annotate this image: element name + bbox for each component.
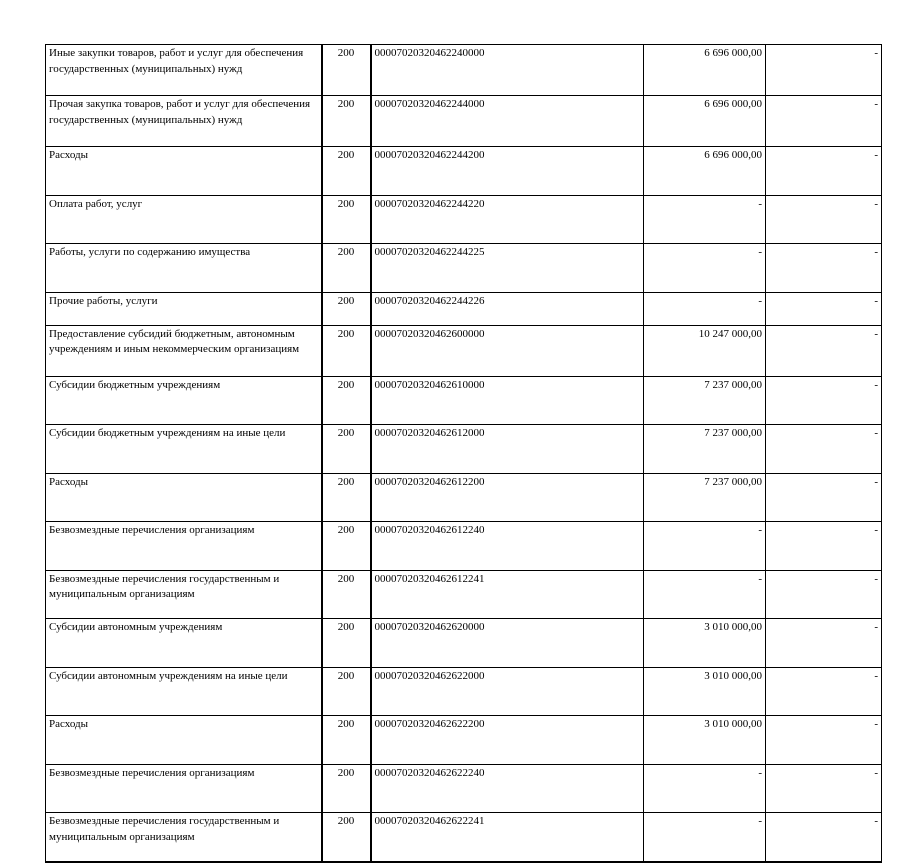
table-row (46, 147, 882, 196)
row-classification-code: 00007020320462600000 (371, 325, 644, 376)
row-classification-code: 00007020320462612000 (371, 425, 644, 474)
row-name: Безвозмездные перечисления государственным и муниципальным организациям (46, 570, 322, 619)
row-name: Расходы (46, 716, 322, 765)
row-approved-amount: 3 010 000,00 (644, 716, 766, 765)
row-line-code: 200 (322, 195, 371, 244)
row-executed-amount: - (766, 425, 882, 474)
row-approved-amount: 7 237 000,00 (644, 376, 766, 425)
row-approved-amount: - (644, 570, 766, 619)
row-executed-amount: - (766, 325, 882, 376)
row-name: Субсидии бюджетным учреждениям на иные цели (46, 425, 322, 474)
row-line-code: 200 (322, 473, 371, 522)
row-executed-amount: - (766, 764, 882, 813)
table-row (46, 813, 882, 862)
row-classification-code: 00007020320462612241 (371, 570, 644, 619)
row-line-code: 200 (322, 45, 371, 96)
row-line-code: 200 (322, 667, 371, 716)
row-name: Оплата работ, услуг (46, 195, 322, 244)
row-executed-amount: - (766, 147, 882, 196)
table-row (46, 96, 882, 147)
row-classification-code: 00007020320462622200 (371, 716, 644, 765)
row-classification-code: 00007020320462620000 (371, 619, 644, 668)
row-approved-amount: - (644, 244, 766, 293)
table-row (46, 619, 882, 668)
row-line-code: 200 (322, 325, 371, 376)
row-executed-amount: - (766, 667, 882, 716)
table-row (46, 195, 882, 244)
row-approved-amount: 3 010 000,00 (644, 667, 766, 716)
table-row (46, 473, 882, 522)
row-name: Безвозмездные перечисления организациям (46, 764, 322, 813)
row-name: Прочая закупка товаров, работ и услуг для обеспечения государственных (муниципальных) нужд (46, 96, 322, 147)
row-name: Предоставление субсидий бюджетным, автономным учреждениям и иным некоммерческим организациям (46, 325, 322, 376)
row-approved-amount: 10 247 000,00 (644, 325, 766, 376)
row-name: Безвозмездные перечисления государственным и муниципальным организациям (46, 813, 322, 862)
row-approved-amount: 6 696 000,00 (644, 96, 766, 147)
budget-report-page (45, 44, 881, 863)
row-classification-code: 00007020320462240000 (371, 45, 644, 96)
row-classification-code: 00007020320462622240 (371, 764, 644, 813)
row-executed-amount: - (766, 45, 882, 96)
row-line-code: 200 (322, 813, 371, 862)
row-line-code: 200 (322, 244, 371, 293)
row-line-code: 200 (322, 570, 371, 619)
row-line-code: 200 (322, 376, 371, 425)
row-approved-amount: - (644, 195, 766, 244)
budget-expenses-table (45, 44, 882, 863)
row-line-code: 200 (322, 764, 371, 813)
row-classification-code: 00007020320462244226 (371, 292, 644, 325)
table-row (46, 425, 882, 474)
row-name: Иные закупки товаров, работ и услуг для обеспечения государственных (муниципальных) нужд (46, 45, 322, 96)
table-row (46, 292, 882, 325)
budget-table-body (46, 45, 882, 862)
row-approved-amount: - (644, 292, 766, 325)
row-name: Субсидии автономным учреждениям (46, 619, 322, 668)
row-name: Прочие работы, услуги (46, 292, 322, 325)
row-classification-code: 00007020320462244200 (371, 147, 644, 196)
table-row (46, 376, 882, 425)
row-classification-code: 00007020320462622241 (371, 813, 644, 862)
row-executed-amount: - (766, 292, 882, 325)
row-line-code: 200 (322, 522, 371, 571)
row-name: Расходы (46, 473, 322, 522)
row-name: Субсидии автономным учреждениям на иные цели (46, 667, 322, 716)
row-executed-amount: - (766, 244, 882, 293)
row-executed-amount: - (766, 376, 882, 425)
row-line-code: 200 (322, 96, 371, 147)
row-approved-amount: - (644, 813, 766, 862)
row-line-code: 200 (322, 619, 371, 668)
row-name: Работы, услуги по содержанию имущества (46, 244, 322, 293)
row-classification-code: 00007020320462244000 (371, 96, 644, 147)
row-executed-amount: - (766, 96, 882, 147)
table-row (46, 570, 882, 619)
table-row (46, 45, 882, 96)
row-approved-amount: - (644, 764, 766, 813)
row-line-code: 200 (322, 716, 371, 765)
row-classification-code: 00007020320462610000 (371, 376, 644, 425)
row-line-code: 200 (322, 147, 371, 196)
row-approved-amount: - (644, 522, 766, 571)
row-classification-code: 00007020320462244225 (371, 244, 644, 293)
table-row (46, 325, 882, 376)
row-executed-amount: - (766, 473, 882, 522)
table-row (46, 667, 882, 716)
table-row (46, 716, 882, 765)
row-approved-amount: 3 010 000,00 (644, 619, 766, 668)
row-executed-amount: - (766, 522, 882, 571)
row-approved-amount: 7 237 000,00 (644, 425, 766, 474)
row-classification-code: 00007020320462612200 (371, 473, 644, 522)
row-executed-amount: - (766, 813, 882, 862)
row-approved-amount: 6 696 000,00 (644, 147, 766, 196)
row-classification-code: 00007020320462622000 (371, 667, 644, 716)
row-approved-amount: 7 237 000,00 (644, 473, 766, 522)
row-classification-code: 00007020320462244220 (371, 195, 644, 244)
table-row (46, 522, 882, 571)
row-name: Безвозмездные перечисления организациям (46, 522, 322, 571)
row-name: Субсидии бюджетным учреждениям (46, 376, 322, 425)
row-executed-amount: - (766, 570, 882, 619)
row-classification-code: 00007020320462612240 (371, 522, 644, 571)
table-row (46, 764, 882, 813)
row-line-code: 200 (322, 292, 371, 325)
row-line-code: 200 (322, 425, 371, 474)
row-executed-amount: - (766, 195, 882, 244)
row-name: Расходы (46, 147, 322, 196)
row-approved-amount: 6 696 000,00 (644, 45, 766, 96)
row-executed-amount: - (766, 716, 882, 765)
table-row (46, 244, 882, 293)
row-executed-amount: - (766, 619, 882, 668)
